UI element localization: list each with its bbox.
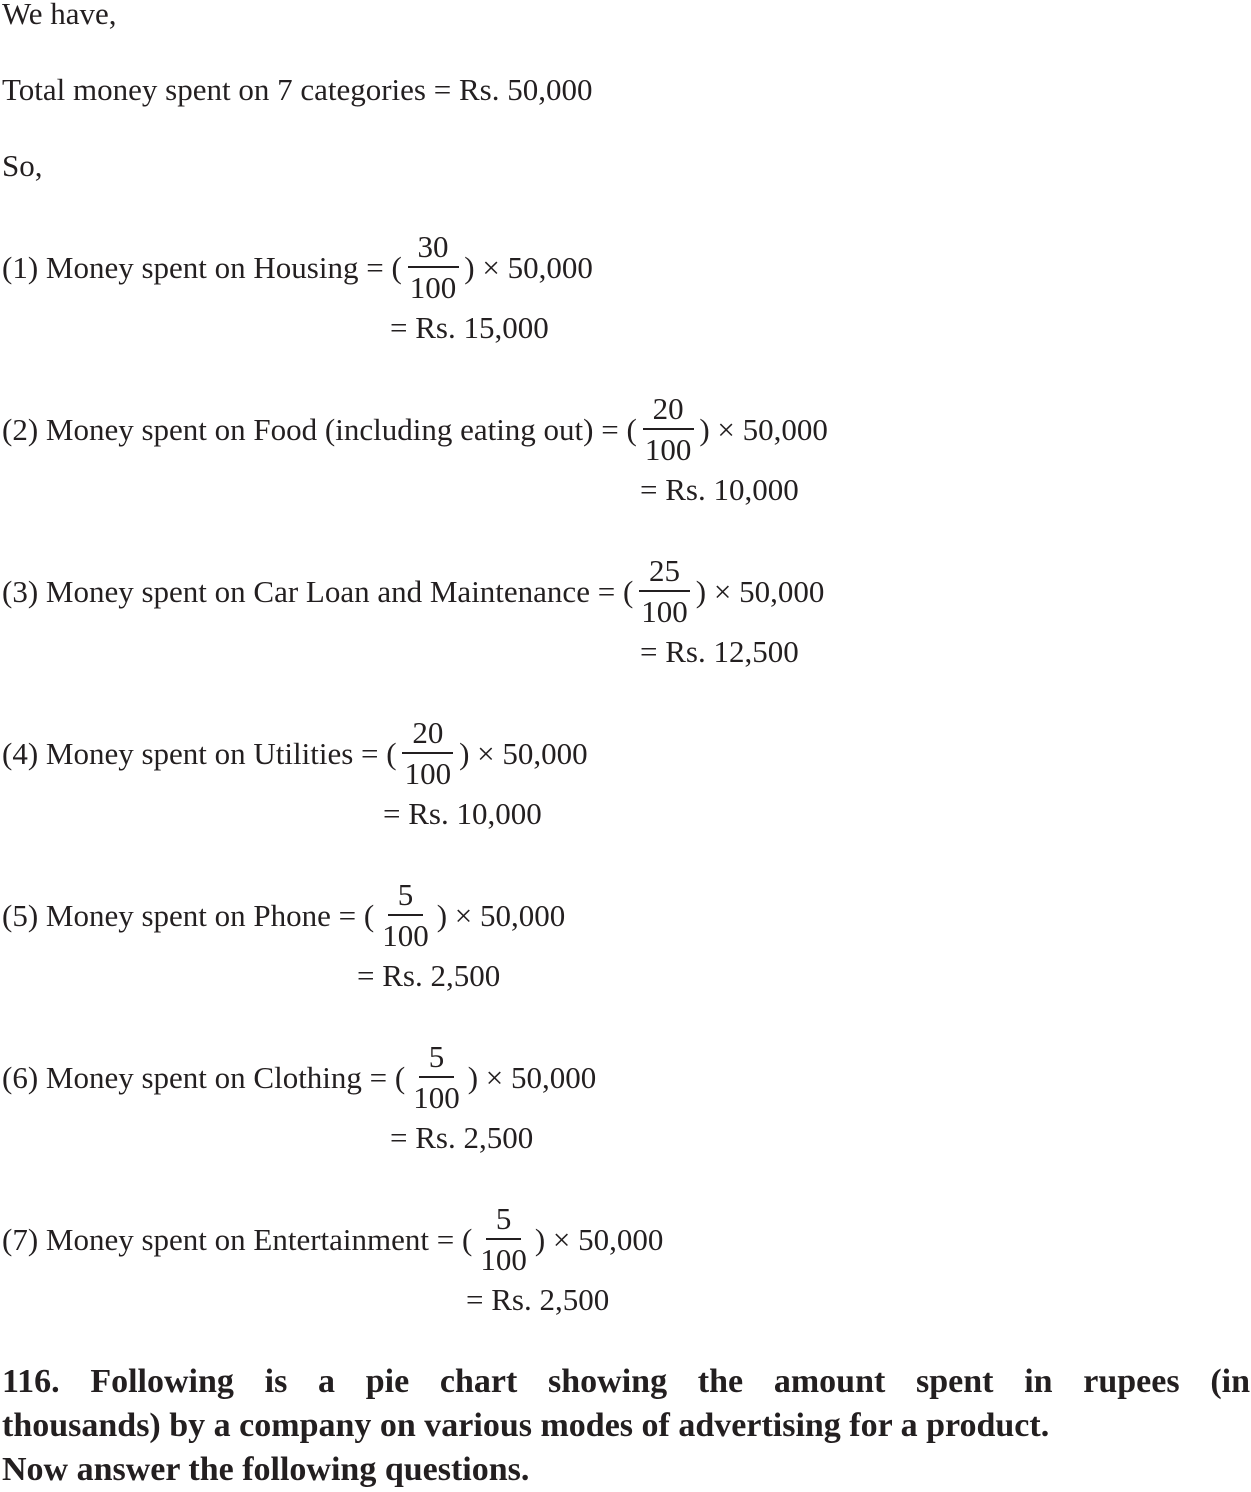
fraction bbox=[637, 552, 692, 632]
calc-prefix: (4) Money spent on Utilities = ( bbox=[2, 736, 397, 771]
fraction bbox=[406, 228, 461, 308]
total-statement: Total money spent on 7 categories = Rs. 50,000 bbox=[2, 72, 593, 107]
fraction bbox=[378, 876, 433, 956]
fraction-numerator: 25 bbox=[639, 552, 690, 592]
calc-prefix: (6) Money spent on Clothing = ( bbox=[2, 1060, 406, 1095]
calc-suffix: ) × 50,000 bbox=[699, 412, 828, 447]
fraction-denominator: 100 bbox=[413, 1080, 460, 1115]
calculation-7 bbox=[2, 1195, 663, 1285]
fraction-numerator: 20 bbox=[643, 390, 694, 430]
fraction-numerator: 5 bbox=[388, 876, 424, 916]
calculation-1 bbox=[2, 223, 593, 313]
calc-result-4: = Rs. 10,000 bbox=[383, 796, 542, 831]
calculation-4 bbox=[2, 709, 588, 799]
question-line-1: 116. Following is a pie chart showing the amount spent in rupees (in bbox=[2, 1363, 1250, 1400]
calculation-5 bbox=[2, 871, 565, 961]
fraction-denominator: 100 bbox=[409, 270, 457, 305]
calc-prefix: (1) Money spent on Housing = ( bbox=[2, 250, 402, 285]
fraction-denominator: 100 bbox=[644, 432, 692, 467]
calc-prefix: (2) Money spent on Food (including eating out) = ( bbox=[2, 412, 637, 447]
fraction bbox=[409, 1038, 464, 1118]
calc-result-1: = Rs. 15,000 bbox=[390, 310, 549, 345]
calc-result-3: = Rs. 12,500 bbox=[640, 634, 799, 669]
calc-result-5: = Rs. 2,500 bbox=[357, 958, 501, 993]
question-116 bbox=[2, 1360, 1250, 1492]
calc-result-7: = Rs. 2,500 bbox=[466, 1282, 610, 1317]
calc-suffix: ) × 50,000 bbox=[459, 736, 588, 771]
calc-suffix: ) × 50,000 bbox=[467, 1060, 597, 1095]
question-line-3: Now answer the following questions. bbox=[2, 1451, 530, 1488]
calculation-3 bbox=[2, 547, 824, 637]
fraction-numerator: 5 bbox=[486, 1200, 522, 1240]
fraction bbox=[401, 714, 456, 794]
calc-result-6: = Rs. 2,500 bbox=[390, 1120, 534, 1155]
calc-suffix: ) × 50,000 bbox=[464, 250, 593, 285]
calc-result-2: = Rs. 10,000 bbox=[640, 472, 799, 507]
fraction-numerator: 5 bbox=[419, 1038, 455, 1078]
intro-text: We have, bbox=[2, 0, 117, 31]
fraction-denominator: 100 bbox=[641, 594, 688, 629]
calc-prefix: (5) Money spent on Phone = ( bbox=[2, 898, 375, 933]
calculation-2 bbox=[2, 385, 828, 475]
fraction-numerator: 30 bbox=[408, 228, 459, 268]
fraction-denominator: 100 bbox=[382, 918, 429, 953]
calc-suffix: ) × 50,000 bbox=[695, 574, 825, 609]
calc-prefix: (3) Money spent on Car Loan and Maintenance = ( bbox=[2, 574, 634, 609]
calc-prefix: (7) Money spent on Entertainment = ( bbox=[2, 1222, 473, 1257]
calc-suffix: ) × 50,000 bbox=[534, 1222, 664, 1257]
fraction-denominator: 100 bbox=[480, 1242, 527, 1277]
question-line-2: thousands) by a company on various modes of advertising for a product. bbox=[2, 1407, 1050, 1444]
calculation-6 bbox=[2, 1033, 596, 1123]
fraction-numerator: 20 bbox=[402, 714, 453, 754]
calc-suffix: ) × 50,000 bbox=[436, 898, 566, 933]
fraction bbox=[641, 390, 696, 470]
fraction bbox=[476, 1200, 531, 1280]
fraction-denominator: 100 bbox=[404, 756, 452, 791]
so-text: So, bbox=[2, 148, 43, 183]
